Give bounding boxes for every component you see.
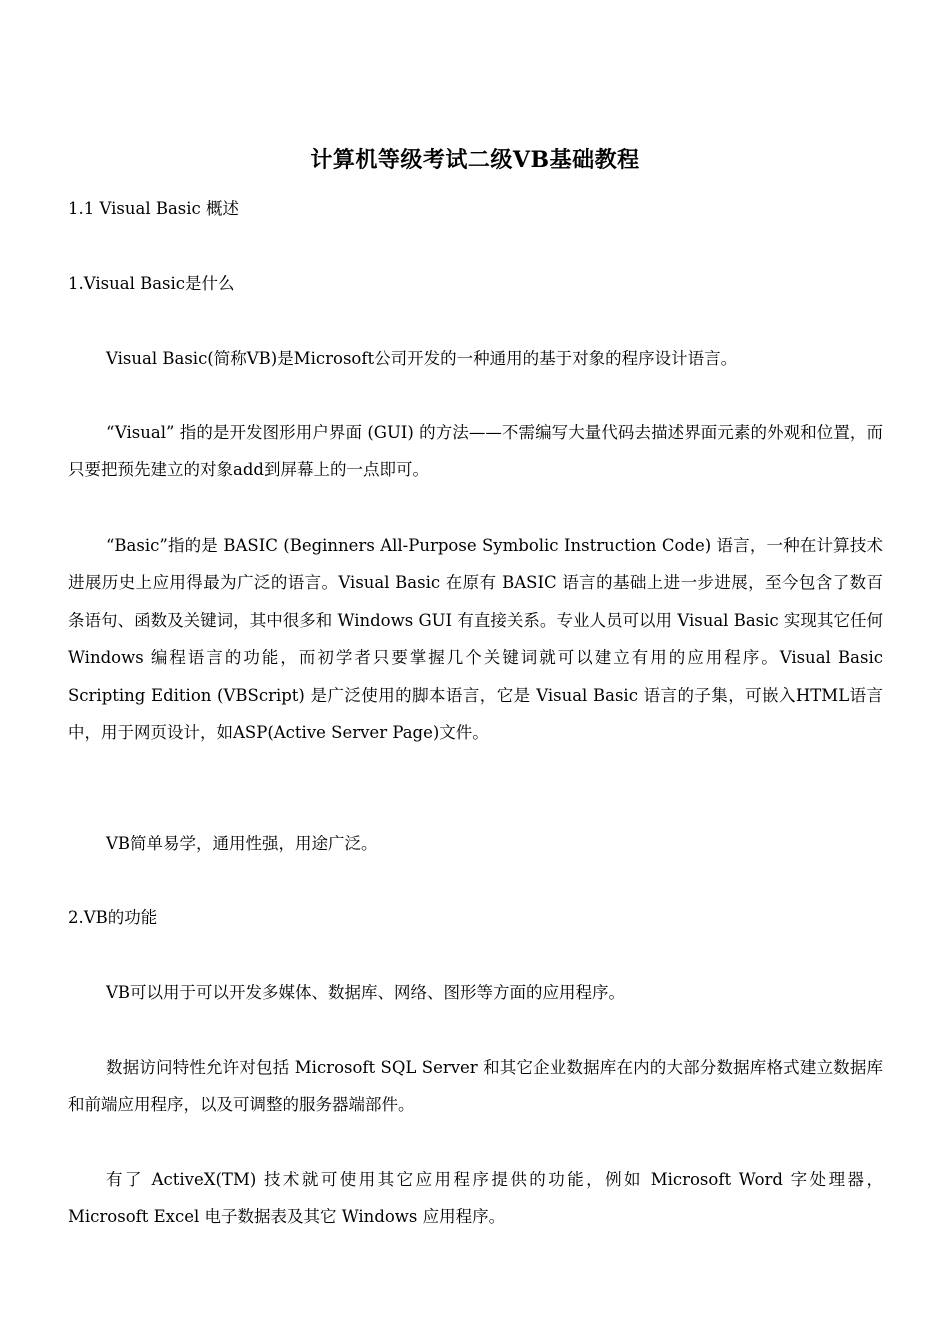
subheading-vb-functions: 2.VB的功能 bbox=[68, 908, 158, 927]
paragraph-activex: 有了 ActiveX(TM) 技术就可使用其它应用程序提供的功能，例如 Microsoft Word 字处理器，Microsoft Excel 电子数据表及其它 Windows 应用程序。 bbox=[68, 1170, 883, 1227]
document-title: 计算机等级考试二级VB基础教程 bbox=[310, 147, 640, 173]
paragraph-data-access: 数据访问特性允许对包括 Microsoft SQL Server 和其它企业数据库在内的大部分数据库格式建立数据库和前端应用程序，以及可调整的服务器端部件。 bbox=[68, 1058, 883, 1115]
paragraph-basic-meaning: “Basic”指的是 BASIC (Beginners All-Purpose Symbolic Instruction Code) 语言，一种在计算技术进展历史上应用得最为广泛的语言。Visual Basic 在原有 BASIC 语言的基础上进一步进展，至今包含了数百条语句、函数及关键词，其中很多和 Windows GUI 有直接关系。专业人员可以用 Visual Basic 实现其它任何 Windows 编程语言的功能，而初学者只要掌握几个关键词就可以建立有用的应用程序。Visual Basic Scripting Edition (VBScript) 是广泛使用的脚本语言，它是 Visual Basic 语言的子集，可嵌入HTML语言中，用于网页设计，如ASP(Active Server Page)文件。 bbox=[68, 536, 883, 743]
paragraph-vb-easy: VB简单易学，通用性强，用途广泛。 bbox=[106, 834, 378, 853]
section-heading: 1.1 Visual Basic 概述 bbox=[68, 199, 240, 218]
paragraph-vb-applications: VB可以用于可以开发多媒体、数据库、网络、图形等方面的应用程序。 bbox=[106, 983, 626, 1002]
subheading-what-is-vb: 1.Visual Basic是什么 bbox=[68, 274, 235, 293]
paragraph-visual-meaning: “Visual” 指的是开发图形用户界面 (GUI) 的方法——不需编写大量代码去描述界面元素的外观和位置，而只要把预先建立的对象add到屏幕上的一点即可。 bbox=[68, 423, 883, 480]
paragraph-vb-definition: Visual Basic(简称VB)是Microsoft公司开发的一种通用的基于对象的程序设计语言。 bbox=[106, 349, 738, 368]
